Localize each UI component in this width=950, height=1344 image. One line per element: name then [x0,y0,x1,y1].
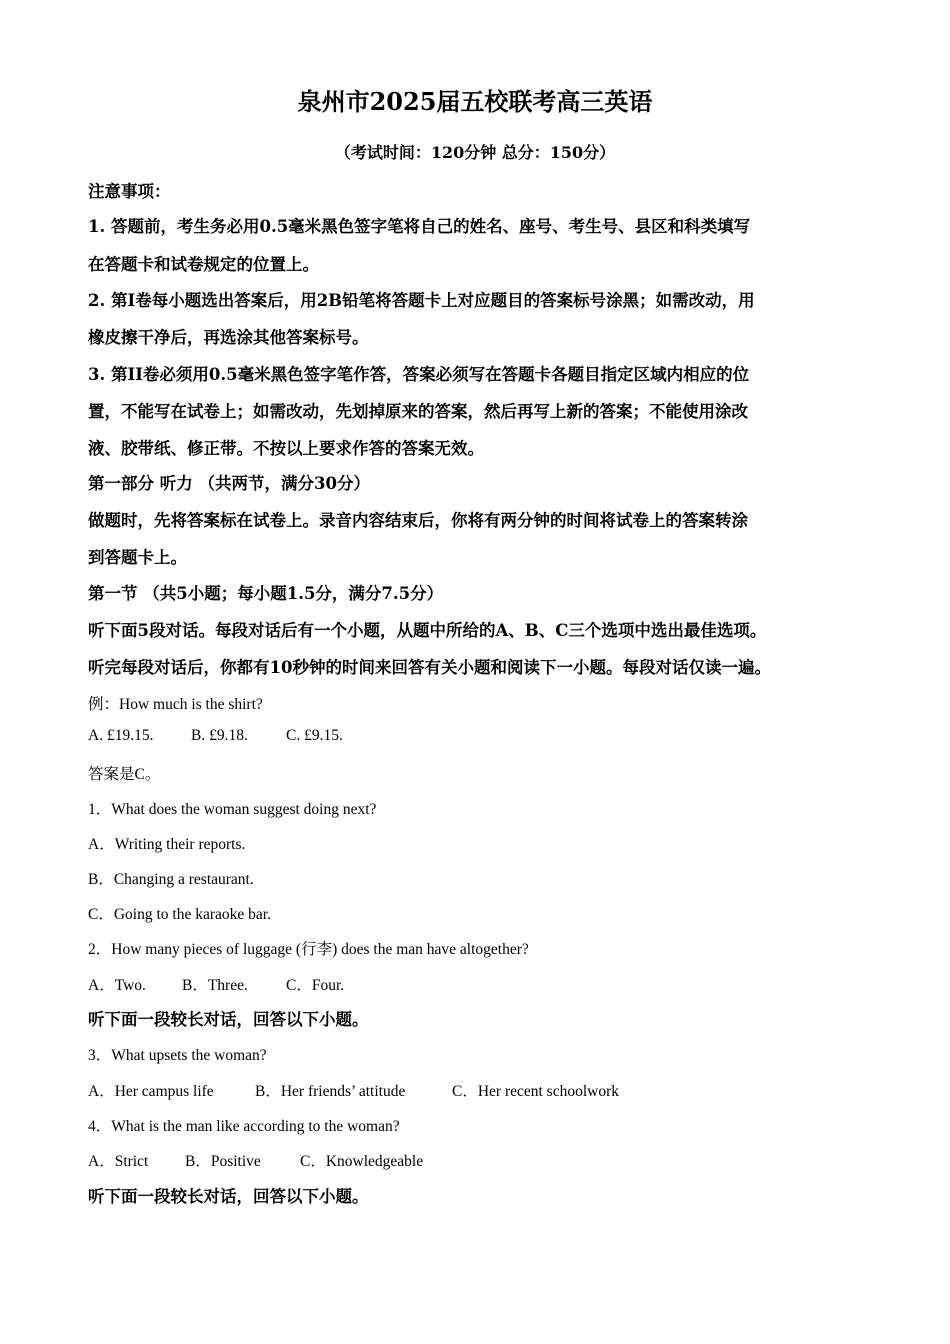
question-4: 4．What is the man like according to the woman? [88,1118,400,1135]
option: B．Her friends’ attitude [255,1083,406,1100]
note-line: 在答题卡和试卷规定的位置上。 [88,255,319,274]
exam-title: 泉州市2025届五校联考高三英语 [297,87,653,116]
example-options [88,727,343,745]
option: C．Her recent schoolwork [452,1083,620,1100]
part1-intro-line: 到答题卡上。 [88,548,187,567]
section1-heading: 第一节 （共5小题；每小题1.5分，满分7.5分） [88,584,444,603]
part1-intro-line: 做题时，先将答案标在试卷上。录音内容结束后，你将有两分钟的时间将试卷上的答案转涂 [88,511,748,530]
note-line: 橡皮擦干净后，再选涂其他答案标号。 [88,328,369,347]
option: A．Two. [88,977,146,994]
option: A．Strict [88,1153,149,1170]
section1-instruction-line: 听下面5段对话。每段对话后有一个小题，从题中所给的A、B、C三个选项中选出最佳选项。 [88,621,767,640]
part1-heading: 第一部分 听力 （共两节，满分30分） [88,474,370,493]
question-2-options [88,973,344,995]
question-4-options [88,1149,423,1171]
option: B．Three. [182,977,248,994]
notes-heading: 注意事项： [88,182,171,201]
question-1-option-c: C．Going to the karaoke bar. [88,906,271,923]
option: C. £9.15. [286,727,343,744]
question-2: 2．How many pieces of luggage (行李) does the man have altogether? [88,941,529,958]
option: B．Positive [185,1153,261,1170]
question-1-option-b: B．Changing a restaurant. [88,871,254,888]
option: A．Her campus life [88,1083,214,1100]
long-dialogue-heading: 听下面一段较长对话，回答以下小题。 [88,1010,369,1029]
note-line: 液、胶带纸、修正带。不按以上要求作答的答案无效。 [88,439,484,458]
option: A. £19.15. [88,727,154,744]
long-dialogue-heading: 听下面一段较长对话，回答以下小题。 [88,1187,369,1206]
example-question: 例：How much is the shirt? [88,696,263,713]
note-line: 置，不能写在试卷上；如需改动，先划掉原来的答案，然后再写上新的答案；不能使用涂改 [88,402,748,421]
note-line: 3. 第II卷必须用0.5毫米黑色签字笔作答，答案必须写在答题卡各题目指定区域内相应的位 [88,365,750,384]
question-3-options [88,1079,619,1101]
example-answer: 答案是C。 [88,766,161,783]
option: C．Four. [286,977,345,994]
note-line: 2. 第I卷每小题选出答案后，用2B铅笔将答题卡上对应题目的答案标号涂黑；如需改动，用 [88,291,755,310]
exam-subtitle: （考试时间：120分钟 总分：150分） [334,143,616,162]
note-line: 1. 答题前，考生务必用0.5毫米黑色签字笔将自己的姓名、座号、考生号、县区和科类填写 [88,217,751,236]
question-1-option-a: A．Writing their reports. [88,836,246,853]
section1-instruction-line: 听完每段对话后，你都有10秒钟的时间来回答有关小题和阅读下一小题。每段对话仅读一遍。 [88,658,771,677]
option: B. £9.18. [191,727,248,744]
question-1: 1．What does the woman suggest doing next? [88,801,377,818]
option: C．Knowledgeable [300,1153,424,1170]
question-3: 3．What upsets the woman? [88,1047,267,1064]
